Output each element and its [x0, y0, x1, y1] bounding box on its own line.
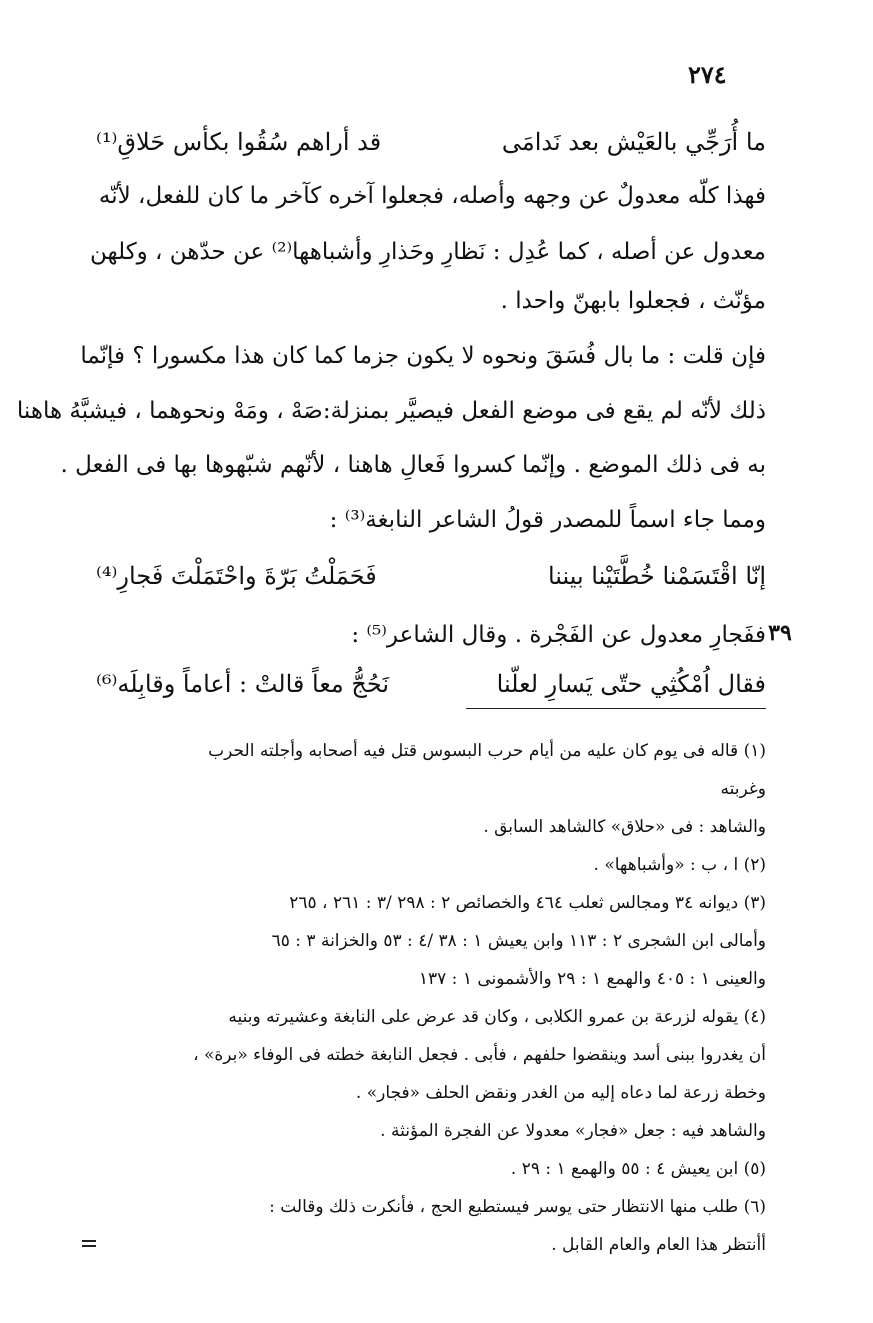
footnote-line: (٤) يقوله لزرعة بن عمرو الكلابى ، وكان قد عرض على النابغة وعشيرته وبنيه	[228, 1007, 766, 1027]
para2-line-2: ذلك لأنّه لم يقع فى موضع الفعل فيصيَّر بمنزلة:صَهْ ، ومَهْ ونحوهما ، فيشبَّهُ هاهنا	[16, 398, 766, 424]
para2-line-3: به فى ذلك الموضع . وإنّما كسروا فَعالِ هاهنا ، لأنّهم شبّهوها بها فى الفعل .	[60, 452, 766, 478]
para3-line: ومما جاء اسماً للمصدر قولُ الشاعر النابغة⁽³⁾ :	[329, 507, 766, 533]
footnote-line: والشاهد : فى «حلاق» كالشاهد السابق .	[483, 817, 766, 837]
footnote-line: والشاهد فيه : جعل «فجار» معدولا عن الفجرة المؤنثة .	[380, 1121, 766, 1141]
footnote-line: وغربته	[720, 779, 766, 799]
body-line-2: معدول عن أصله ، كما عُدِل : نَظارِ وحَذارِ وأشباهها⁽²⁾ عن حدّهن ، وكلهن	[89, 239, 766, 265]
verse-1-hemistich-2: قد أراهم سُقُوا بكأس حَلاقِ⁽¹⁾	[96, 128, 382, 156]
page-number: ٢٧٤	[688, 60, 727, 89]
footnote-line: وخطة زرعة لما دعاه إليه من الغدر ونقض الحلف «فجار» .	[355, 1083, 766, 1103]
verse-3-hemistich-1: فقال اُمْكُثِي حتّى يَسارِ لعلّنا	[496, 670, 766, 698]
footnote-line: (٥) ابن يعيش ٤ : ٥٥ والهمع ١ : ٢٩ .	[510, 1159, 766, 1179]
verse-2-hemistich-1: إنّا اقْتَسَمْنا خُطَّتَيْنا بيننا	[547, 562, 766, 590]
footnote-line: (٢) ا ، ب : «وأشباهها» .	[593, 855, 766, 875]
footnote-line: (٣) ديوانه ٣٤ ومجالس ثعلب ٤٦٤ والخصائص ٢ : ٢٩٨ /٣ : ٢٦١ ، ٢٦٥	[289, 893, 766, 913]
footnote-line: أأنتظر هذا العام والعام القابل .	[551, 1235, 766, 1255]
footnote-line: أن يغدروا ببنى أسد وينقضوا حلفهم ، فأبى . فجعل النابغة خطته فى الوفاء «برة» ،	[193, 1045, 766, 1065]
verse-1-hemistich-1: ما أُرَجِّي بالعَيْش بعد نَدامَى	[501, 128, 766, 156]
footnote-divider	[466, 708, 766, 709]
para4-line: ففَجارِ معدول عن الفَجْرة . وقال الشاعر⁽⁵⁾ :	[351, 622, 766, 648]
body-line-3: مؤنّث ، فجعلوا بابهنّ واحدا .	[500, 288, 766, 314]
verse-3-hemistich-2: نَحُجُّ معاً قالتْ : أعاماً وقابِلَه⁽⁶⁾	[96, 670, 390, 698]
margin-number: ٣٩	[768, 620, 792, 646]
para2-line-1: فإن قلت : ما بال فُسَقَ ونحوه لا يكون جزما كما كان هذا مكسورا ؟ فإنّما	[80, 343, 766, 369]
footnote-line: والعينى ١ : ٤٠٥ والهمع ١ : ٢٩ والأشمونى ١ : ١٣٧	[418, 969, 766, 989]
continuation-mark	[82, 1245, 96, 1247]
body-line-1: فهذا كلّه معدولٌ عن وجهه وأصله، فجعلوا آخره كآخر ما كان للفعل، لأنّه	[98, 183, 766, 209]
continuation-mark	[82, 1240, 96, 1242]
verse-2-hemistich-2: فَحَمَلْتُ بَرّةَ واحْتَمَلْتَ فَجارِ⁽⁴⁾	[96, 562, 377, 590]
footnote-line: (١) قاله فى يوم كان عليه من أيام حرب البسوس قتل فيه أصحابه وأجلته الحرب	[208, 741, 766, 761]
footnote-line: وأمالى ابن الشجرى ٢ : ١١٣ وابن يعيش ١ : ٣٨ /٤ : ٥٣ والخزانة ٣ : ٦٥	[271, 931, 766, 951]
footnote-line: (٦) طلب منها الانتظار حتى يوسر فيستطيع الحج ، فأنكرت ذلك وقالت :	[269, 1197, 766, 1217]
